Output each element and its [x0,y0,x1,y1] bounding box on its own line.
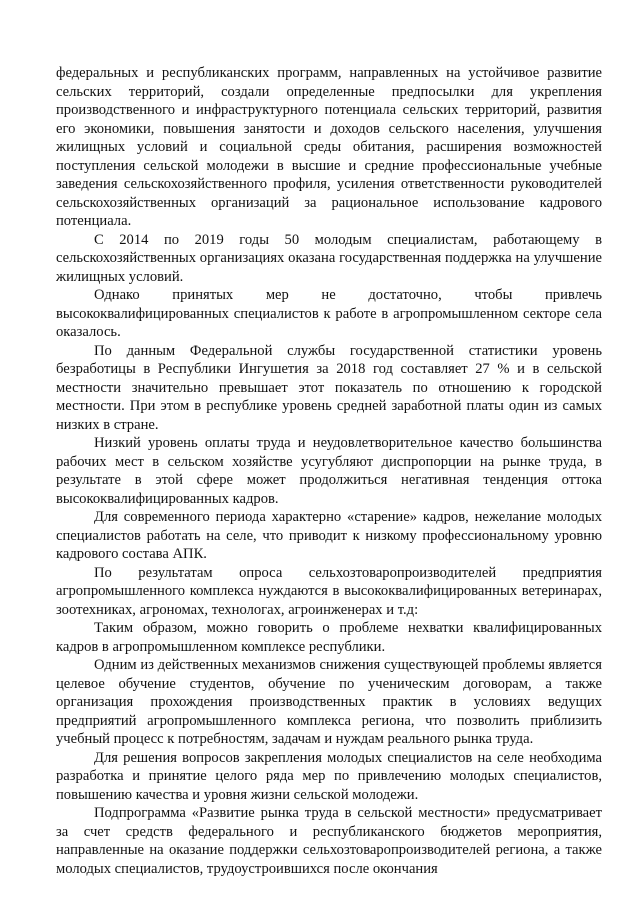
paragraph: Однако принятых мер не достаточно, чтобы привлечь высококвалифицированных специалистов к работе в агропромышленном секторе села оказалось. [56,287,602,340]
paragraph: Для решения вопросов закрепления молодых специалистов на селе необходима разработка и принятие целого ряда мер по привлечению молодых специалистов, повышению качества и уровня жизни сельской молодежи. [56,749,602,803]
paragraph: Подпрограмма «Развитие рынка труда в сельской местности» предусматривает за счет средств федерального и республиканского бюджетов мероприятия, направленные на оказание поддержки сельхозтоваропроизводителей региона, а также молодых специалистов, трудоустроившихся после окончания [56,805,602,877]
paragraph: С 2014 по 2019 годы 50 молодым специалистам, работающему в сельскохозяйственных организациях оказана государственная поддержка на улучшение жилищных условий. [56,231,602,285]
document-page [56,64,602,878]
paragraph: По данным Федеральной службы государственной статистики уровень безработицы в Республики Ингушетия за 2018 год составляет 27 % и в сельской местности значительно превышает этот показатель по отношению к городской местности. При этом в республике уровень средней заработной платы один из самых низких в стране. [56,342,602,433]
paragraph: Для современного периода характерно «старение» кадров, нежелание молодых специалистов работать на селе, что приводит к низкому профессиональному уровню кадрового состава АПК. [56,509,602,562]
paragraph: Таким образом, можно говорить о проблеме нехватки квалифицированных кадров в агропромышленном комплексе республики. [56,620,602,655]
paragraph: По результатам опроса сельхозтоваропроизводителей предприятия агропромышленного комплекса нуждаются в высококвалифицированных ветеринарах, зоотехниках, агрономах, технологах, агроинженерах и т.д: [56,564,602,618]
paragraph: федеральных и республиканских программ, направленных на устойчивое развитие сельских территорий, создали определенные предпосылки для укрепления производственного и инфраструктурного потенциала сельских территорий, развития его экономики, повышения занятости и доходов сельского населения, улучшения жилищных условий и социальной среды обитания, расширения возможностей поступления сельской молодежи в высшие и средние профессиональные учебные заведения сельскохозяйственного профиля, усиления ответственности руководителей сельскохозяйственных организаций за рациональное использование кадрового потенциала. [56,65,602,229]
paragraph: Низкий уровень оплаты труда и неудовлетворительное качество большинства рабочих мест в сельском хозяйстве усугубляют диспропорции на рынке труда, в результате в этой сфере может продолжиться негативная тенденция оттока высококвалифицированных кадров. [56,435,602,507]
paragraph: Одним из действенных механизмов снижения существующей проблемы является целевое обучение студентов, обучение по ученическим договорам, а также организация прохождения производственных практик в условиях ведущих предприятий агропромышленного комплекса региона, что позволить приблизить учебный процесс к потребностям, задачам и нуждам реального рынка труда. [56,657,602,747]
